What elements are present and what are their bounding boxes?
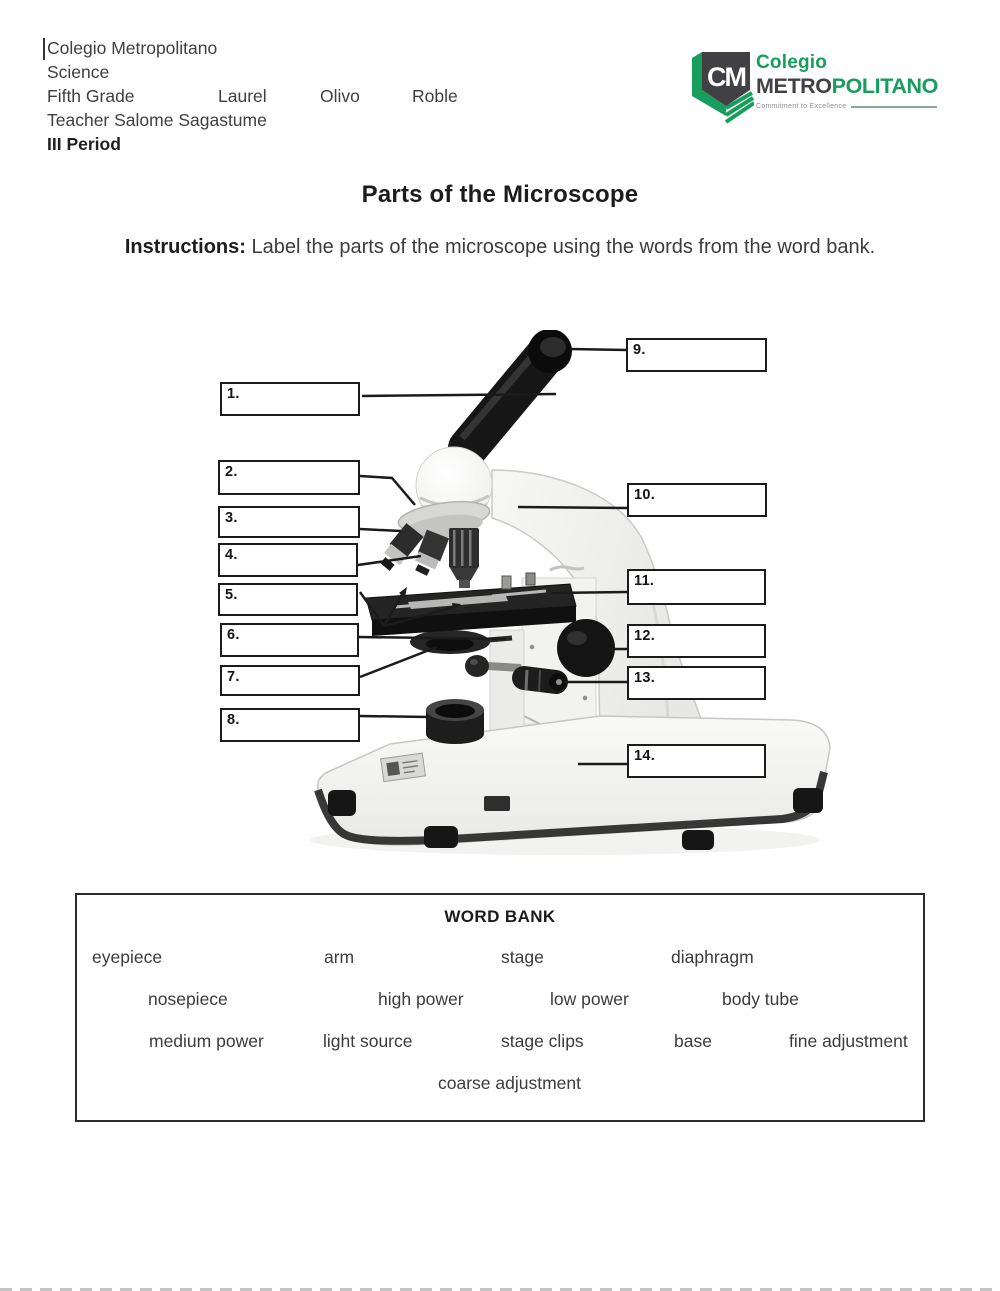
page-title: Parts of the Microscope bbox=[361, 181, 639, 208]
label-box-3[interactable]: 3. bbox=[218, 506, 360, 538]
header-subject: Science bbox=[47, 62, 110, 82]
logo-tagline: Commitment to Excellence bbox=[756, 103, 847, 110]
word-body-tube: body tube bbox=[722, 989, 799, 1009]
header-section-laurel: Laurel bbox=[218, 86, 267, 106]
label-box-4[interactable]: 4. bbox=[218, 543, 358, 577]
word-light-source: light source bbox=[323, 1031, 413, 1051]
svg-text:CM: CM bbox=[707, 62, 745, 92]
instructions-text: Label the parts of the microscope using the words from the word bank. bbox=[251, 236, 876, 258]
school-logo bbox=[690, 46, 938, 126]
word-fine-adjustment: fine adjustment bbox=[789, 1031, 908, 1051]
header-school: Colegio Metropolitano bbox=[47, 38, 218, 58]
microscope-diagram bbox=[0, 330, 1000, 890]
label-box-5[interactable]: 5. bbox=[218, 583, 358, 616]
logo-politano: POLITANO bbox=[831, 74, 938, 98]
word-stage-clips: stage clips bbox=[501, 1031, 584, 1051]
logo-name-top: Colegio bbox=[756, 52, 828, 73]
label-box-10[interactable]: 10. bbox=[627, 483, 767, 517]
label-box-13[interactable]: 13. bbox=[627, 666, 766, 700]
microscope-image bbox=[0, 330, 1000, 890]
label-box-9[interactable]: 9. bbox=[626, 338, 767, 372]
label-box-2[interactable]: 2. bbox=[218, 460, 360, 495]
word-base: base bbox=[674, 1031, 712, 1051]
word-arm: arm bbox=[324, 947, 355, 967]
word-high-power: high power bbox=[378, 989, 464, 1009]
logo-metro: METRO bbox=[756, 74, 832, 98]
word-coarse-adjustment: coarse adjustment bbox=[438, 1073, 581, 1093]
label-box-8[interactable]: 8. bbox=[220, 708, 360, 742]
word-diaphragm: diaphragm bbox=[671, 947, 754, 967]
word-eyepiece: eyepiece bbox=[92, 947, 163, 967]
label-box-7[interactable]: 7. bbox=[220, 665, 360, 696]
label-box-6[interactable]: 6. bbox=[220, 623, 359, 657]
word-low-power: low power bbox=[550, 989, 629, 1009]
instructions bbox=[60, 233, 940, 261]
word-bank bbox=[75, 893, 925, 1122]
logo-tagline-rule bbox=[851, 106, 937, 108]
word-bank-title: WORD BANK bbox=[444, 907, 556, 926]
label-box-14[interactable]: 14. bbox=[627, 744, 766, 778]
header-grade-row bbox=[47, 84, 667, 108]
header-section-roble: Roble bbox=[412, 86, 458, 106]
instructions-label: Instructions: bbox=[124, 236, 246, 258]
school-logo-icon bbox=[690, 48, 754, 126]
word-medium-power: medium power bbox=[149, 1031, 264, 1051]
header-teacher: Teacher Salome Sagastume bbox=[47, 110, 267, 130]
text-cursor bbox=[43, 38, 45, 60]
header bbox=[47, 36, 667, 156]
label-box-12[interactable]: 12. bbox=[627, 624, 766, 658]
word-nosepiece: nosepiece bbox=[148, 989, 228, 1009]
label-box-11[interactable]: 11. bbox=[627, 569, 766, 605]
header-section-olivo: Olivo bbox=[320, 86, 360, 106]
logo-name-bottom bbox=[756, 74, 936, 99]
header-period: III Period bbox=[47, 134, 121, 154]
header-grade: Fifth Grade bbox=[47, 86, 135, 106]
word-stage: stage bbox=[501, 947, 544, 967]
label-box-1[interactable]: 1. bbox=[220, 382, 360, 416]
